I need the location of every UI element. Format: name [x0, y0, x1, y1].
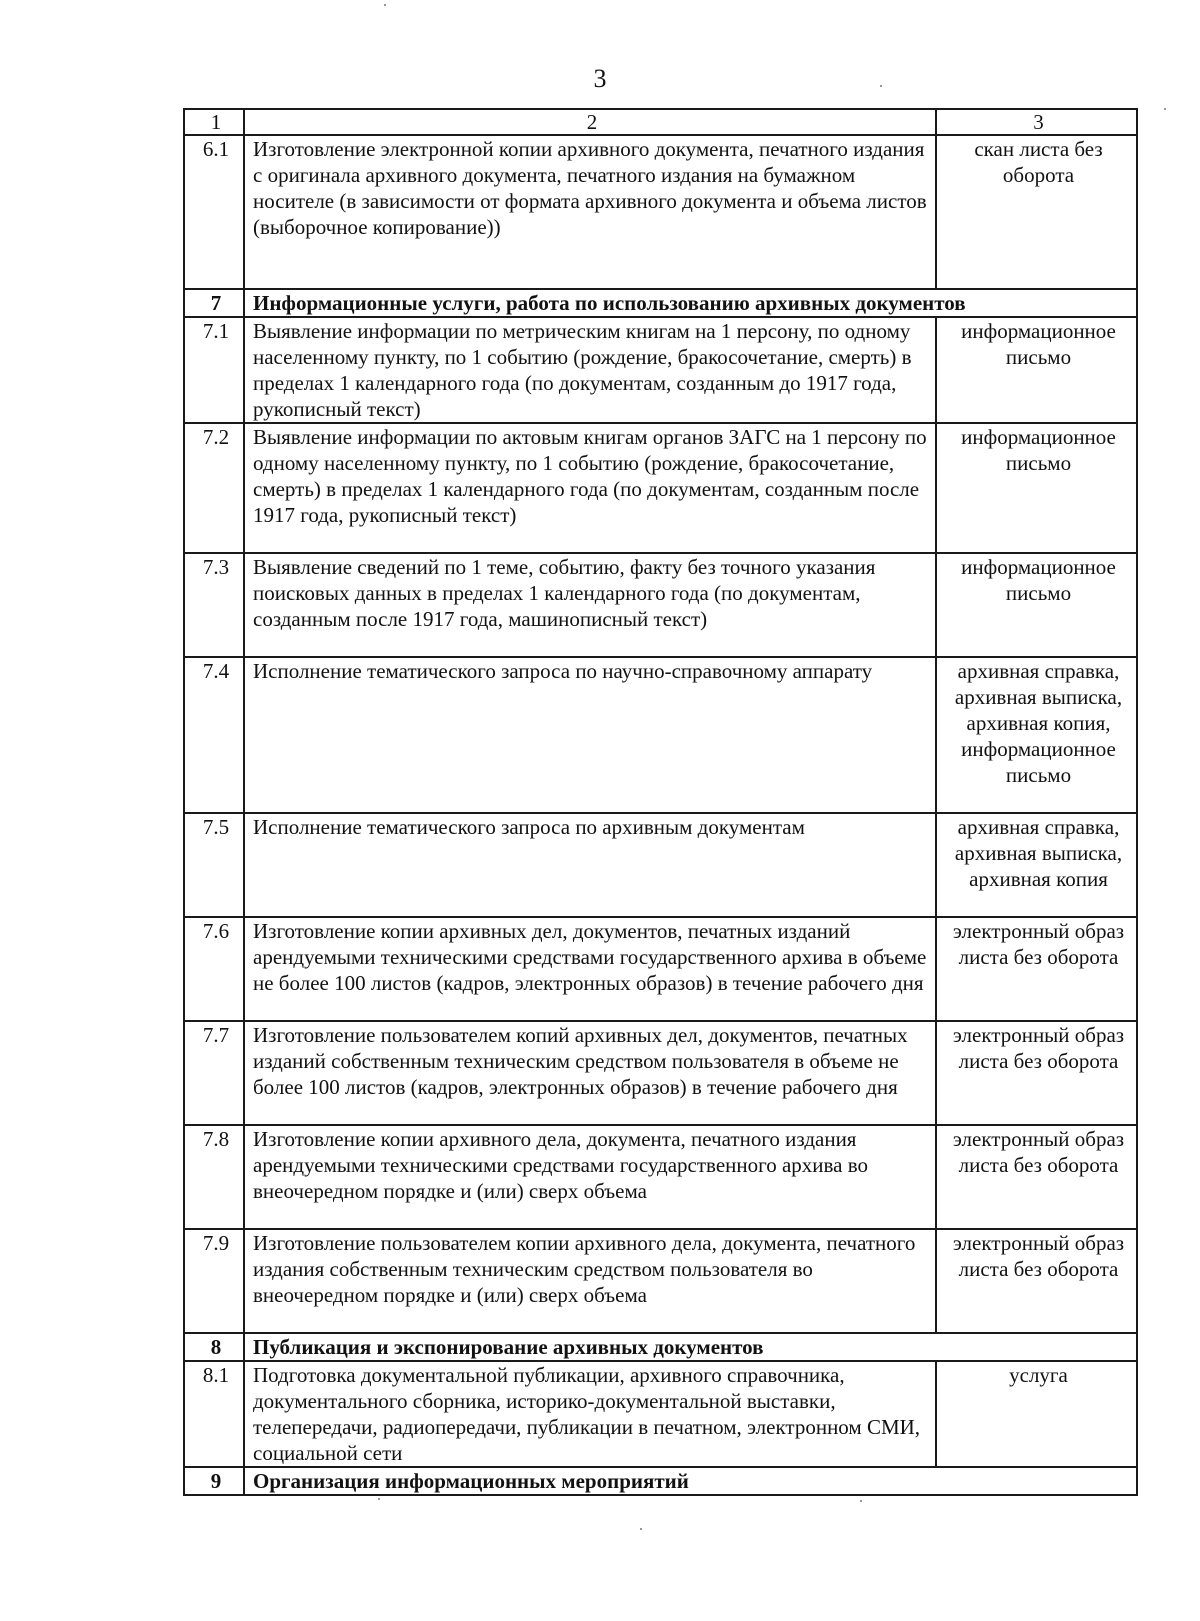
row-result: информационное письмо: [936, 553, 1137, 657]
row-result: электронный образ листа без оборота: [936, 1229, 1137, 1333]
table-header-row: [184, 109, 1137, 135]
table-row: [184, 657, 1137, 813]
row-number: 7.5: [184, 813, 244, 917]
row-result: услуга: [936, 1361, 1137, 1467]
section-title: Публикация и экспонирование архивных документов: [244, 1333, 1137, 1361]
table-row: [184, 1125, 1137, 1229]
row-number: 7.3: [184, 553, 244, 657]
row-result: скан листа без оборота: [936, 135, 1137, 289]
section-title: Организация информационных мероприятий: [244, 1467, 1137, 1495]
table-row: [184, 813, 1137, 917]
row-result: электронный образ листа без оборота: [936, 1125, 1137, 1229]
scan-speckle: [880, 85, 882, 87]
table-row: [184, 423, 1137, 553]
table-row: [184, 917, 1137, 1021]
section-row: [184, 289, 1137, 317]
row-result: электронный образ листа без оборота: [936, 1021, 1137, 1125]
services-table: [183, 108, 1138, 1496]
row-number: 7.6: [184, 917, 244, 1021]
row-number: 7.2: [184, 423, 244, 553]
section-row: [184, 1467, 1137, 1495]
row-result: информационное письмо: [936, 317, 1137, 423]
table-row: [184, 135, 1137, 289]
row-description: Подготовка документальной публикации, архивного справочника, документального сборника, историко-документальной выставки, телепередачи, радиопередачи, публикации в печатном, электронном СМИ, социальной сети: [244, 1361, 936, 1467]
row-description: Выявление сведений по 1 теме, событию, факту без точного указания поисковых данных в пределах 1 календарного года (по документам, созданным после 1917 года, машинописный текст): [244, 553, 936, 657]
table-row: [184, 553, 1137, 657]
row-description: Изготовление электронной копии архивного документа, печатного издания с оригинала архивного документа, печатного издания на бумажном носителе (в зависимости от формата архивного документа и объема листов (выборочное копирование)): [244, 135, 936, 289]
row-description: Выявление информации по метрическим книгам на 1 персону, по одному населенному пункту, по 1 событию (рождение, бракосочетание, смерть) в пределах 1 календарного года (по документам, созданным до 1917 года, рукописный текст): [244, 317, 936, 423]
section-title: Информационные услуги, работа по использованию архивных документов: [244, 289, 1137, 317]
table-row: [184, 1229, 1137, 1333]
scan-speckle: [860, 1500, 862, 1502]
row-description: Изготовление копии архивных дел, документов, печатных изданий арендуемыми техническими средствами государственного архива в объеме не более 100 листов (кадров, электронных образов) в течение рабочего дня: [244, 917, 936, 1021]
header-col-2: 2: [244, 109, 936, 135]
row-description: Исполнение тематического запроса по научно-справочному аппарату: [244, 657, 936, 813]
row-description: Выявление информации по актовым книгам органов ЗАГС на 1 персону по одному населенному пункту, по 1 событию (рождение, бракосочетание, смерть) в пределах 1 календарного года (по документам, созданным после 1917 года, рукописный текст): [244, 423, 936, 553]
row-number: 7.1: [184, 317, 244, 423]
section-number: 7: [184, 289, 244, 317]
row-result: архивная справка, архивная выписка, архивная копия: [936, 813, 1137, 917]
section-number: 8: [184, 1333, 244, 1361]
row-result: информационное письмо: [936, 423, 1137, 553]
scan-speckle: [640, 1528, 642, 1530]
row-description: Изготовление пользователем копий архивных дел, документов, печатных изданий собственным техническим средством пользователя в объеме не более 100 листов (кадров, электронных образов) в течение рабочего дня: [244, 1021, 936, 1125]
header-col-1: 1: [184, 109, 244, 135]
scan-speckle: [384, 4, 386, 6]
row-number: 7.9: [184, 1229, 244, 1333]
table-row: [184, 1021, 1137, 1125]
table-row: [184, 317, 1137, 423]
header-col-3: 3: [936, 109, 1137, 135]
row-number: 8.1: [184, 1361, 244, 1467]
page-number: 3: [593, 64, 607, 93]
row-result: архивная справка, архивная выписка, архивная копия, информационное письмо: [936, 657, 1137, 813]
row-description: Изготовление пользователем копии архивного дела, документа, печатного издания собственным техническим средством пользователя во внеочередном порядке и (или) сверх объема: [244, 1229, 936, 1333]
table-row: [184, 1361, 1137, 1467]
row-number: 7.7: [184, 1021, 244, 1125]
row-number: 7.8: [184, 1125, 244, 1229]
section-row: [184, 1333, 1137, 1361]
row-result: электронный образ листа без оборота: [936, 917, 1137, 1021]
scan-speckle: [378, 1498, 380, 1500]
row-description: Изготовление копии архивного дела, документа, печатного издания арендуемыми техническими средствами государственного архива во внеочередном порядке и (или) сверх объема: [244, 1125, 936, 1229]
row-description: Исполнение тематического запроса по архивным документам: [244, 813, 936, 917]
section-number: 9: [184, 1467, 244, 1495]
row-number: 7.4: [184, 657, 244, 813]
row-number: 6.1: [184, 135, 244, 289]
scan-speckle: [1164, 108, 1166, 110]
